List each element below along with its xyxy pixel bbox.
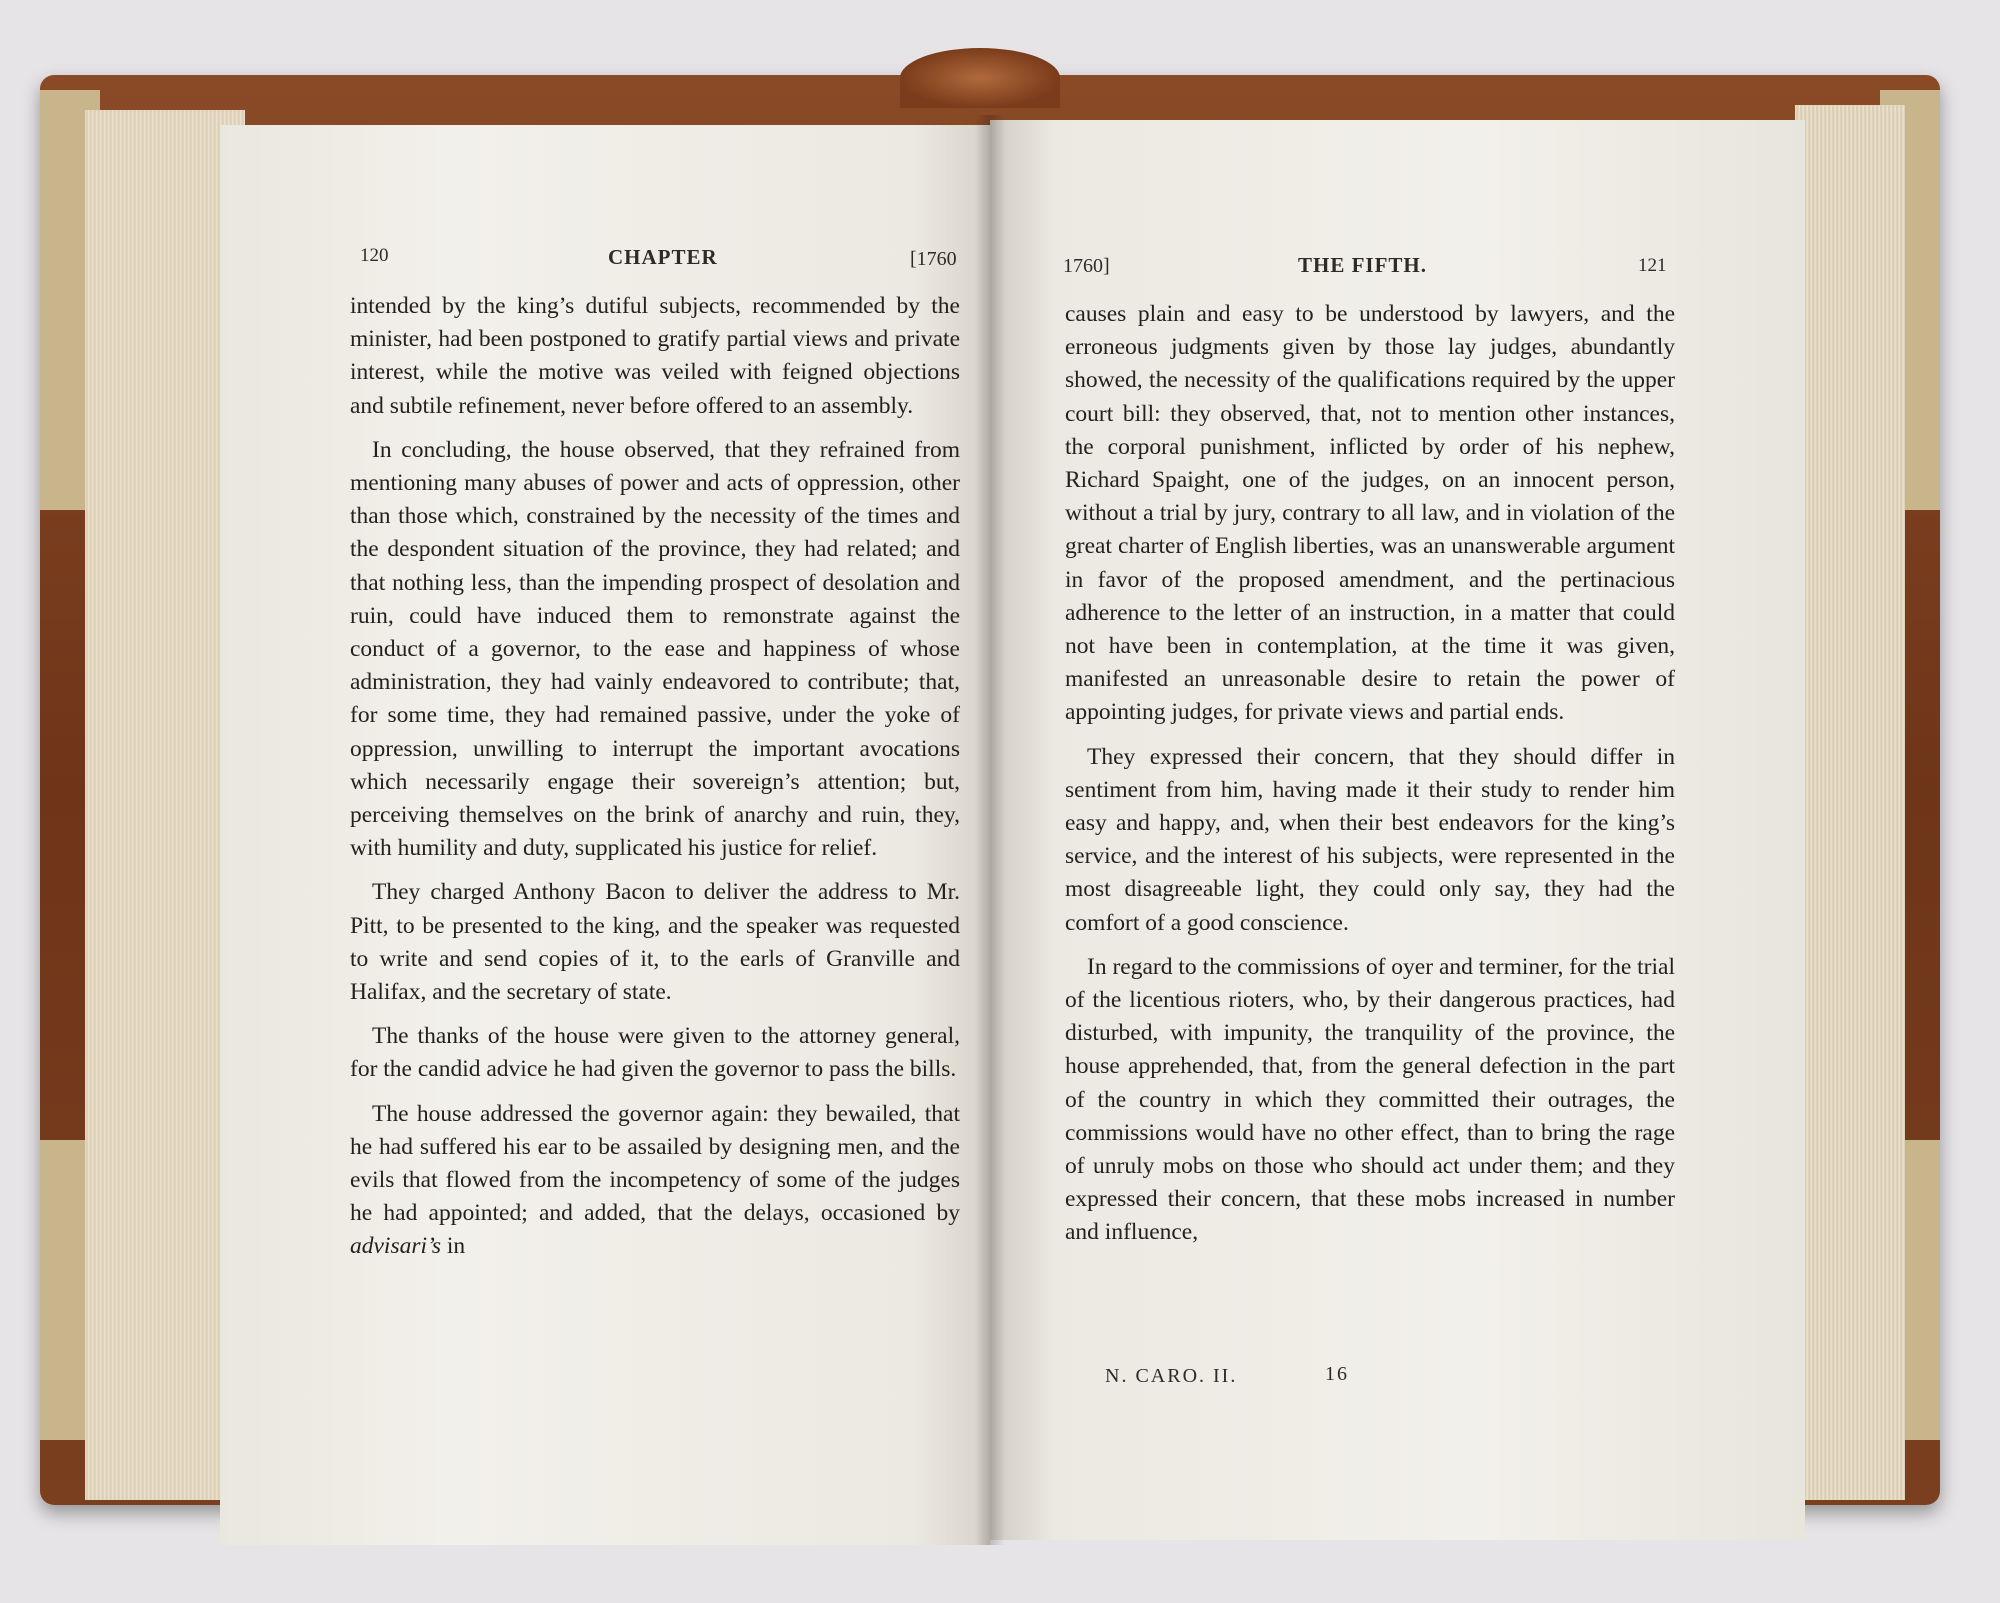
paragraph: They expressed their concern, that they should differ in sentiment from him, having made it their study to render him easy and happy, and, when their best endeavors for the king’s service, and the interest of his subjects, were represented in the most disagreeable light, they could only say, they had the comfort of a good conscience. (1065, 743, 1675, 936)
running-title: CHAPTER (608, 245, 718, 269)
signature-number: 16 (1325, 1363, 1349, 1385)
paragraph-text: in (440, 1233, 466, 1260)
page-number: 120 (360, 245, 389, 266)
paragraph: In regard to the commissions of oyer and terminer, for the trial of the licentious rioters, who, by their dangerous practices, had disturbed, with impunity, the tranquility of the province, the house apprehended, that, from the general defection in the part of the country in which they committed their outrages, the commissions would have no other effect, than to bring the rage of unruly mobs on those who should act under them; and they expressed their concern, that these mobs increased in number and influence, (1065, 953, 1675, 1246)
italic-term: advisari’s (350, 1233, 441, 1260)
book-gutter-shadow (975, 115, 1005, 1545)
paragraph: In concluding, the house observed, that they refrained from mentioning many abuses of power and acts of oppression, other than those which, constrained by the necessity of the times and the despondent situation of the province, they had related; and that nothing less, than the impending prospect of desolation and ruin, could have induced them to remonstrate against the conduct of a governor, to the ease and happiness of whose administration, they had vainly endeavored to contribute; that, for some time, they had remained passive, under the yoke of oppression, unwilling to interrupt the important avocations which necessarily engage their sovereign’s attention; but, perceiving themselves on the brink of anarchy and ruin, they, with humility and duty, supplicated his justice for relief. (350, 436, 960, 862)
page-block-right (1795, 105, 1905, 1500)
paragraph: causes plain and easy to be understood by lawyers, and the erroneous judgments given by those lay judges, abundantly showed, the necessity of the qualifications required by the upper court bill: they observed, that, not to mention other instances, the corporal punishment, inflicted by order of his nephew, Richard Spaight, one of the judges, on an innocent person, without a trial by jury, contrary to all law, and in violation of the great charter of English liberties, was an unanswerable argument in favor of the proposed amendment, and the pertinacious adherence to the letter of an instruction, in a matter that could not have been in contemplation, at the time it was given, manifested an unreasonable desire to retain the power of appointing judges, for private views and partial ends. (1065, 301, 1675, 726)
running-year: 1760] (1063, 255, 1110, 277)
paragraph: They charged Anthony Bacon to deliver the address to Mr. Pitt, to be presented to the king, and the speaker was requested to write and send copies of it, to the earls of Granville and Halifax, and the secretary of state. (350, 879, 960, 1006)
right-page-body (1065, 298, 1675, 1261)
signature-mark: N. CARO. II. (1105, 1365, 1238, 1387)
paragraph: intended by the king’s dutiful subjects, recommended by the minister, had been postponed to gratify partial views and private interest, while the motive was veiled with feigned objections and subtile refinement, never before offered to an assembly. (350, 293, 960, 419)
left-page (220, 125, 990, 1545)
right-page (990, 120, 1805, 1540)
paragraph-text: The house addressed the governor again: they bewailed, that he had suffered his ear to be assailed by designing men, and the evils that flowed from the incompetency of some of the judges he had appointed; and added, that the delays, occasioned by (350, 1100, 960, 1227)
running-year: [1760 (910, 248, 957, 270)
paragraph (350, 1098, 960, 1264)
left-page-body (350, 290, 960, 1275)
page-number: 121 (1638, 255, 1667, 276)
book-spine (900, 48, 1060, 108)
running-title: THE FIFTH. (1298, 253, 1428, 277)
paragraph: The thanks of the house were given to the attorney general, for the candid advice he had given the governor to pass the bills. (350, 1023, 960, 1083)
